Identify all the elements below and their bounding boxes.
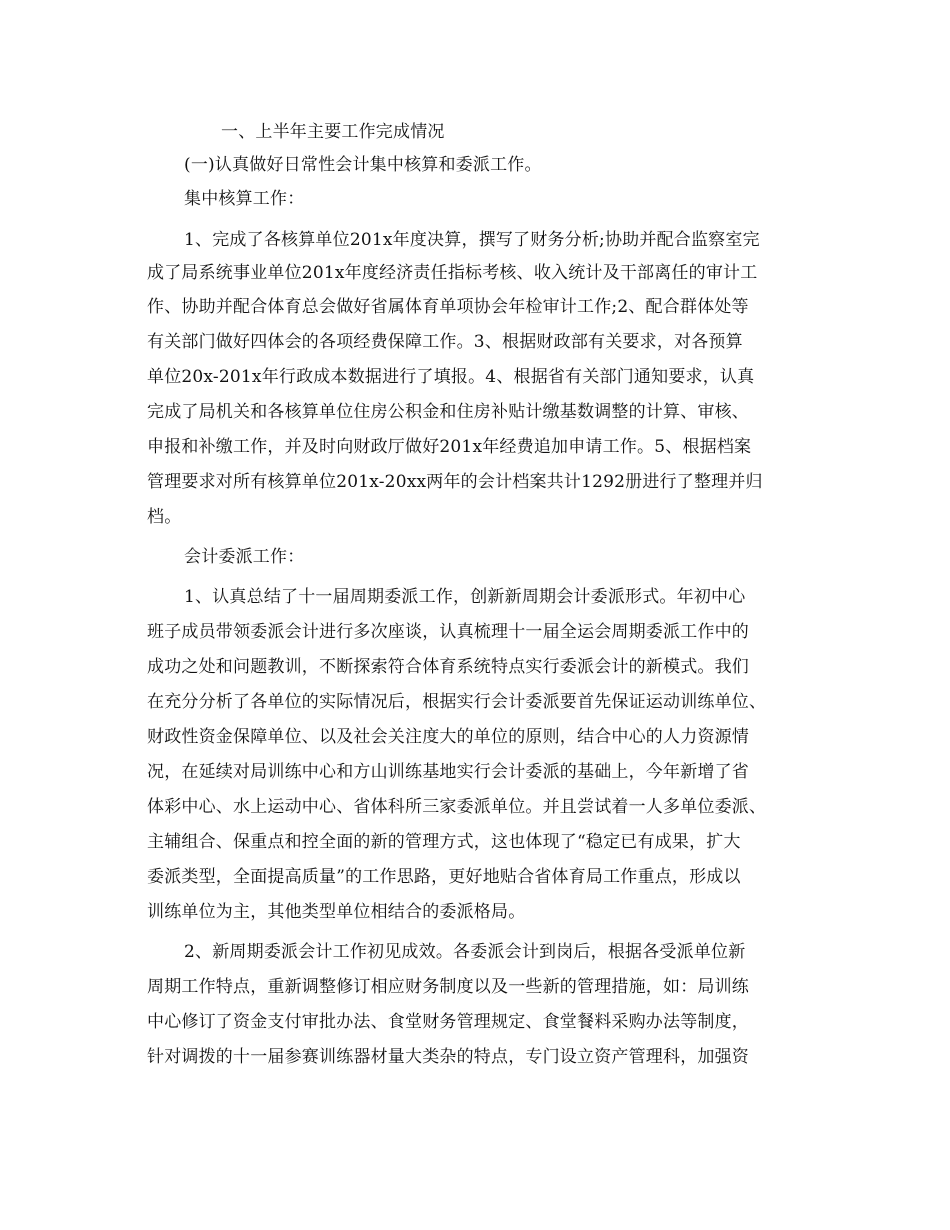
paragraph-line: 1、认真总结了十一届周期委派工作，创新新周期会计委派形式。年初中心 (184, 587, 746, 607)
paragraph-line: 成功之处和问题教训，不断探索符合体育系统特点实行委派会计的新模式。我们 (147, 657, 749, 677)
subheading-accounting-dispatch: 会计委派工作： (184, 547, 305, 567)
paragraph-line: 有关部门做好四体会的各项经费保障工作。3、根据财政部有关要求，对各预算 (147, 332, 743, 352)
paragraph-line: 况，在延续对局训练中心和方山训练基地实行会计委派的基础上，今年新增了省 (147, 762, 749, 782)
paragraph-line: 档。 (147, 507, 182, 527)
paragraph-line: 体彩中心、水上运动中心、省体科所三家委派单位。并且尝试着一人多单位委派、 (147, 797, 767, 817)
paragraph-line: 财政性资金保障单位、以及社会关注度大的单位的原则，结合中心的人力资源情 (147, 727, 749, 747)
subheading-centralized-accounting: 集中核算工作： (184, 189, 305, 209)
paragraph-line: 管理要求对所有核算单位201x-20xx两年的会计档案共计1292册进行了整理并归 (147, 472, 763, 492)
paragraph-line: 委派类型，全面提高质量”的工作思路，更好地贴合省体育局工作重点，形成以 (147, 867, 741, 887)
paragraph-line: 针对调拨的十一届参赛训练器材量大类杂的特点，专门设立资产管理科，加强资 (147, 1047, 749, 1067)
paragraph-line: 作、协助并配合体育总会做好省属体育单项协会年检审计工作;2、配合群体处等 (147, 297, 749, 317)
paragraph-line: 成了局系统事业单位201x年度经济责任指标考核、收入统计及干部离任的审计工 (147, 263, 758, 283)
paragraph-line: 申报和补缴工作，并及时向财政厅做好201x年经费追加申请工作。5、根据档案 (147, 437, 752, 457)
paragraph-line: 1、完成了各核算单位201x年度决算，撰写了财务分析;协助并配合监察室完 (184, 230, 760, 250)
paragraph-line: 单位20x-201x年行政成本数据进行了填报。4、根据省有关部门通知要求，认真 (147, 367, 755, 387)
paragraph-line: 班子成员带领委派会计进行多次座谈，认真梳理十一届全运会周期委派工作中的 (147, 622, 749, 642)
paragraph-line: 2、新周期委派会计工作初见成效。各委派会计到岗后，根据各受派单位新 (184, 942, 746, 962)
paragraph-line: 主辅组合、保重点和控全面的新的管理方式，这也体现了“稳定已有成果，扩大 (147, 832, 741, 852)
paragraph-line: 训练单位为主，其他类型单位相结合的委派格局。 (147, 902, 526, 922)
subsection-heading: (一)认真做好日常性会计集中核算和委派工作。 (184, 155, 542, 175)
paragraph-line: 完成了局机关和各核算单位住房公积金和住房补贴计缴基数调整的计算、审核、 (147, 402, 749, 422)
paragraph-line: 周期工作特点，重新调整修订相应财务制度以及一些新的管理措施，如：局训练 (147, 977, 749, 997)
paragraph-line: 中心修订了资金支付审批办法、食堂财务管理规定、食堂餐料采购办法等制度， (147, 1012, 749, 1032)
paragraph-line: 在充分分析了各单位的实际情况后，根据实行会计委派要首先保证运动训练单位、 (147, 692, 767, 712)
section-heading: 一、上半年主要工作完成情况 (221, 122, 445, 142)
